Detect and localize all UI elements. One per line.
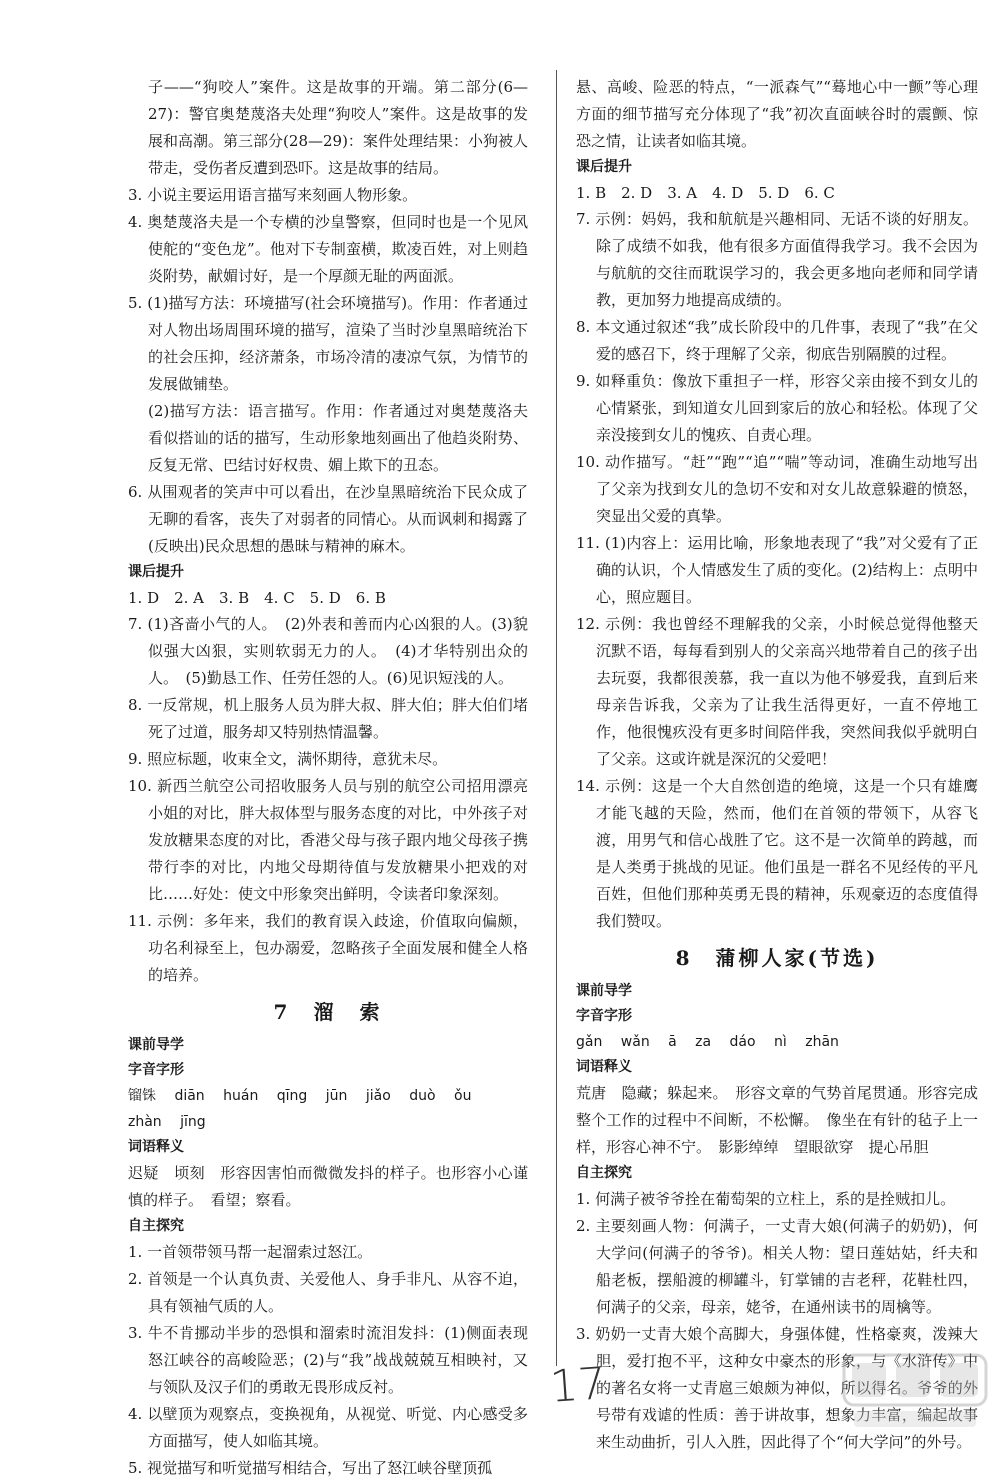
answer-continuation: 悬、高峻、险恶的特点，“一派森气”“蓦地心中一颤”等心理方面的细节描写充分体现了“我”初次直面峡谷时的震颤、惊恐之情，让读者如临其境。 <box>576 78 978 150</box>
page-number: 17 <box>548 1358 608 1413</box>
zizhu-5: 5. 视觉描写和听觉描写相结合，写出了怒江峡谷壁顶孤 <box>128 1459 493 1477</box>
lesson-7-title: 7 溜 索 <box>273 1000 383 1024</box>
pinyin-line-2: zhàn jīng <box>128 1114 206 1130</box>
section-heading-kehou: 课后提升 <box>576 159 632 175</box>
pinyin-line-1: 镏铢 diān huán qīng jūn jiǎo duò ǒu <box>128 1088 472 1104</box>
answer-11: 11. (1)内容上：运用比喻，形象地表现了“我”对父爱有了正确的认识，个人情感发生了质的变化。(2)结构上：点明中心，照应题目。 <box>576 534 978 606</box>
answer-14: 14. 示例：这是一个大自然创造的绝境，这是一个只有雄鹰才能飞越的天险，然而，他们在首领的带领下，从容飞渡，用男气和信心战胜了它。这不是一次简单的跨越，而是人类勇于挑战的见证。他们虽是一群名不见经传的平凡百姓，但他们那种英勇无畏的精神，乐观豪迈的态度值得我们赞叹。 <box>576 777 978 930</box>
section-heading-keqian: 课前导学 <box>576 983 632 999</box>
ciyu-answers: 迟疑 顷刻 形容因害怕而微微发抖的样子。也形容小心谨慎的样子。 看望；察看。 <box>128 1164 528 1209</box>
answer-10: 10. 新西兰航空公司招收服务人员与别的航空公司招用漂亮小姐的对比，胖大叔体型与服务态度的对比，中外孩子对发放糖果态度的对比，香港父母与孩子跟内地父母孩子携带行李的对比，内地父母期待值与发放糖果小把戏的对比……好处：使文中形象突出鲜明，令读者印象深刻。 <box>128 777 528 903</box>
zizhu-2: 2. 首领是一个认真负责、关爱他人、身手非凡、从容不迫，具有领袖气质的人。 <box>128 1270 528 1315</box>
subheading-ciyu: 词语释义 <box>576 1059 632 1075</box>
answer-11: 11. 示例：多年来，我们的教育误入歧途，价值取向偏颇，功名利禄至上，包办溺爱，忽略孩子全面发展和健全人格的培养。 <box>128 912 528 984</box>
column-divider <box>556 70 557 1366</box>
answer-9: 9. 如释重负：像放下重担子一样，形容父亲由接不到女儿的心情紧张，到知道女儿回到家后的放心和轻松。体现了父亲没接到女儿的愧疚、自责心理。 <box>576 372 978 444</box>
answer-4: 4. 奥楚蔑洛夫是一个专横的沙皇警察，但同时也是一个见风使舵的“变色龙”。他对下专制蛮横，欺凌百姓，对上则趋炎附势，献媚讨好，是一个厚颜无耻的两面派。 <box>128 213 528 285</box>
subheading-zizhu: 自主探究 <box>576 1165 632 1181</box>
answer-7: 7. (1)吝啬小气的人。 (2)外表和善而内心凶狠的人。(3)貌似强大凶狠，实则软弱无力的人。 (4)才华特别出众的人。 (5)勤恳工作、任劳任怨的人。(6)见识短浅的人。 <box>128 615 528 687</box>
zizhu-4: 4. 以壁顶为观察点，变换视角，从视觉、听觉、内心感受多方面描写，使人如临其境。 <box>128 1405 528 1450</box>
pinyin-line: gǎn wǎn ā za dáo nì zhān <box>576 1034 839 1050</box>
answer-7: 7. 示例：妈妈，我和航航是兴趣相同、无话不谈的好朋友。除了成绩不如我，他有很多方面值得我学习。我不会因为与航航的交往而耽误学习的，我会更多地向老师和同学请教，更加努力地提高成绩的。 <box>576 210 978 309</box>
zizhu-1: 1. 何满子被爷爷拴在葡萄架的立柱上，系的是拴贼扣儿。 <box>576 1190 956 1208</box>
answer-8: 8. 本文通过叙述“我”成长阶段中的几件事，表现了“我”在父爱的感召下，终于理解了父亲，彻底告别隔膜的过程。 <box>576 318 978 363</box>
watermark-logo <box>840 1349 990 1435</box>
answer-6: 6. 从围观者的笑声中可以看出，在沙皇黑暗统治下民众成了无聊的看客，丧失了对弱者的同情心。从而讽刺和揭露了(反映出)民众思想的愚昧与精神的麻木。 <box>128 483 528 555</box>
answer-5-part-1: 5. (1)描写方法：环境描写(社会环境描写)。作用：作者通过对人物出场周围环境的描写，渲染了当时沙皇黑暗统治下的社会压抑，经济萧条，市场冷清的凄凉气氛，为情节的发展做铺垫。 <box>128 294 528 393</box>
answer-12: 12. 示例：我也曾经不理解我的父亲，小时候总觉得他整天沉默不语，每每看到别人的父亲高兴地带着自己的孩子出去玩耍，我都很羡慕，我一直以为他不够爱我，直到后来母亲告诉我，父亲为了让我生活得更好，一直不停地工作，他很愧疚没有更多时间陪伴我，突然间我似乎就明白了父亲。这或许就是深沉的父爱吧！ <box>576 615 978 768</box>
subheading-ciyu: 词语释义 <box>128 1139 184 1155</box>
answer-3: 3. 小说主要运用语言描写来刻画人物形象。 <box>128 186 418 204</box>
answer-5-part-2: (2)描写方法：语言描写。作用：作者通过对奥楚蔑洛夫看似搭讪的话的描写，生动形象地刻画出了他趋炎附势、反复无常、巴结讨好权贵、媚上欺下的丑态。 <box>148 402 528 474</box>
zizhu-1: 1. 一首领带领马帮一起溜索过怒江。 <box>128 1243 373 1261</box>
zizhu-3: 3. 奶奶一丈青大娘个高脚大，身强体健，性格豪爽，泼辣大胆，爱打抱不平，这种女中豪杰的形象，与《水浒传》中的著名女将一丈青扈三娘颇为神似，所以得名。爷爷的外号带有戏谑的性质：善于讲故事，想象力丰富，编起故事来生动曲折，引人入胜，因此得了个“何大学问”的外号。 <box>576 1325 978 1451</box>
answer-9: 9. 照应标题，收束全文，满怀期待，意犹未尽。 <box>128 750 448 768</box>
choice-answers: 1. D 2. A 3. B 4. C 5. D 6. B <box>128 589 386 607</box>
zizhu-3: 3. 牛不肯挪动半步的恐惧和溜索时流泪发抖：(1)侧面表现怒江峡谷的高峻险恶；(2)与“我”战战兢兢互相映衬，又与领队及汉子们的勇敢无畏形成反衬。 <box>128 1324 528 1396</box>
right-column <box>576 74 978 1456</box>
subheading-ziyin: 字音字形 <box>128 1062 184 1078</box>
left-column <box>128 74 528 1482</box>
subheading-zizhu: 自主探究 <box>128 1218 184 1234</box>
subheading-ziyin: 字音字形 <box>576 1008 632 1024</box>
answer-10: 10. 动作描写。“赶”“跑”“追”“喘”等动词，准确生动地写出了父亲为找到女儿的急切不安和对女儿故意躲避的愤怒，突显出父爱的真挚。 <box>576 453 978 525</box>
answer-continuation: 子——“狗咬人”案件。这是故事的开端。第二部分(6—27)：警官奥楚蔑洛夫处理“狗咬人”案件。这是故事的发展和高潮。第三部分(28—29)：案件处理结果：小狗被人带走，受伤者反遭到恐吓。这是故事的结局。 <box>148 78 528 177</box>
lesson-8-title: 8 蒲柳人家(节选) <box>675 946 879 970</box>
section-heading-kehou: 课后提升 <box>128 564 184 580</box>
answer-8: 8. 一反常规，机上服务人员为胖大叔、胖大伯；胖大伯们堵死了过道，服务却又特别热情温馨。 <box>128 696 528 741</box>
zizhu-2: 2. 主要刻画人物：何满子，一丈青大娘(何满子的奶奶)，何大学问(何满子的爷爷)。相关人物：望日莲姑姑，纤夫和船老板，摆船渡的柳罐斗，钉掌铺的吉老秤，花鞋杜四，何满子的父亲，母亲，姥爷，在通州读书的周檎等。 <box>576 1217 978 1316</box>
choice-answers: 1. B 2. D 3. A 4. D 5. D 6. C <box>576 184 835 202</box>
ciyu-answers: 荒唐 隐藏；躲起来。 形容文章的气势首尾贯通。形容完成整个工作的过程中不间断，不松懈。 像坐在有针的毡子上一样，形容心神不宁。 影影绰绰 望眼欲穿 提心吊胆 <box>576 1084 978 1156</box>
section-heading-keqian: 课前导学 <box>128 1037 184 1053</box>
